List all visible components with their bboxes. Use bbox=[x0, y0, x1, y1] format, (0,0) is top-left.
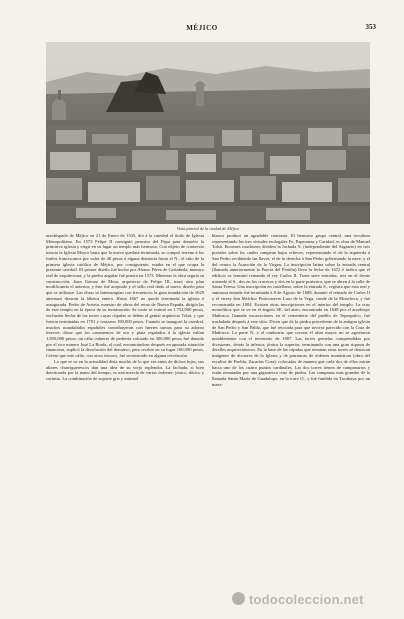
city-view-photograph bbox=[46, 42, 370, 224]
text-column-left bbox=[46, 233, 204, 382]
paragraph: arzobispado de Méjico en 21 de Enero de 1535, dió á la catedral el título de Iglesia Metropolitana. En 1573 Felipe II consiguió permiso del Papa para demoler la primitiva iglesia y erigir en su lugar un templo más hermoso. Con objeto de conservar intacta la Iglesia Mayor hasta que la nueva quedase terminada, se compró terreno á los frailes franciscanos por valor de 40 pesos á alguna distancia hacia el N.; el sitio de la primera iglesia católica de Méjico, por consiguiente, estaba en el que ocupa la presente catedral. El primer diseño fué hecho por Alonso Pérez de Castañeda, maestro real de arquitectura, y la piedra angular fué puesta en 1573. Mientras la obra seguía su construcción, Juan Gómez de Mora, arquitecto de Felipe III, trazó otro plan modificando el anterior, y éste fué aceptado y el sello real dado al nuevo diseño para que se utilizase. Las obras se interrumpían con frecuencia; la gran inundación de 1629 amenazó destruir la fábrica entera. Hasta 1667 no quedó terminada la iglesia é inaugurada. Pedro de Arrieta, maestro de obras del reino de Nueva España, dirigía las de este templo en la época de su terminación. Se coste se estimó en 1.752,000 pesos, exclusión hecha de las torres cuyas cúpulas se deben al genial arquitecto Tolsá, y que fueron terminadas en 1791 y costaron 190,000 pesos. Cuando se inauguró la catedral, muchos acaudalados españoles contribuyeron con fuertes sumas para su adorno interior; diose que los ornamentos de oro y plata regalados á la iglesia valían 1.850,000 pesos; un cáliz cubierto de pedrería valorado en 300,000 pesos fué donado por el rico minero José La Borda, el cual, encontrándose después en apurada situación financiera, suplicó la devolución del donativo, pero recibió en su lugar 100,000 pesos. Créese que este cáliz, con otros tesoros, fué secuestrado en alguna revolución. bbox=[46, 233, 204, 359]
watermark-text: todocoleccion.net bbox=[249, 592, 364, 607]
watermark-logo-icon bbox=[232, 592, 245, 605]
page-number: 353 bbox=[365, 23, 376, 31]
text-column-right bbox=[212, 233, 370, 387]
paragraph: Lo que se ve en la actualidad dista mucho de lo que era antes de dichos lujos, sus altares churriguerescos dan una idea de su viejo esplendor. La fachada, si bien deteriorada por la mano del tiempo, es una mezcla de varios órdenes: jónico, dórico y corintio. La combinación de soporte gris y mármol bbox=[46, 358, 204, 381]
figure-caption: Vista parcial de la ciudad de Méjico bbox=[176, 226, 240, 231]
running-header-title: MÉJICO bbox=[186, 24, 218, 32]
paragraph: blanco produce un agradable contraste. El hermoso grupo central, una escultura representando las tres virtudes teologales Fe, Esperanza y Caridad, es obra de Manuel Tolsá. Enormes machones dividen la fachada S. (independiente del Sagrario) en tres portales sobre los cuales campean bajos relieves, representando el de la izquierda á San Pedro recibiendo las llaves, el de la derecha á San Pedro gobernando la nave, y el del centro la Asunción de la Virgen. La inscripción latina sobre la entrada central (llamada anteriormente la Puerta del Perdón) lleva la fecha de 1672 é indica que el edificio se terminó reinando el rey Carlos II. Tiene siete entradas: tres en el frente mirando al S., dos en los cruceros y dos en la parte posterior, que se abren á la calle de Santa Teresa. Una inscripción en castellano, sobre la entrada S., registra que esta real y suntuosa entrada fué terminada á 8 de Agosto de 1688, durante el reinado de Carlos II y el virrey don Melchor Portocarrero Laso de la Vega, conde de la Monclova, y fué reconstruida en 1804. Existen otras inscripciones en el interior del templo. La cruz monolítica que se ve en el ángulo SE. del atrio, encontrada en 1648 por el arzobispo Mañozca, llamada excavaciones en el cementerio del pueblo de Tepeapulco, fué trasladada después á este sitio. Dicen que de la piedra procedente de la antigua iglesia de San Pedro y San Pablo, que fué retocada para que tuviese parecido con la Cruz de Mañozca. La parte N. y el cimborrio que corona el altar mayor no se agrietaron notablemente con el terremoto de 1907. Las torres gemelas comprendidas por divisiones, detrás la inferior, jónica la superior, terminando con una gran riqueza de detalles arquitectónicos. En la base de las cúpulas que rematan estas torres se destacan imágenes de doctores de la Iglesia y de patriarcas de órdenes monásticas (obra del escultor de Puebla, Zacarías Cora), colocadas de manera que cada dos de ellos miran hacia uno de los cuatro puntos cardinales. Las dos torres tienen de campanarios y están rematadas por una gigantesca cruz de piedra. Las campanas más grandes de la llamada Santa María de Guadalupe, en la torre O., y fué fundida en Tacubaya por un maes- bbox=[212, 233, 370, 387]
watermark bbox=[232, 589, 392, 609]
